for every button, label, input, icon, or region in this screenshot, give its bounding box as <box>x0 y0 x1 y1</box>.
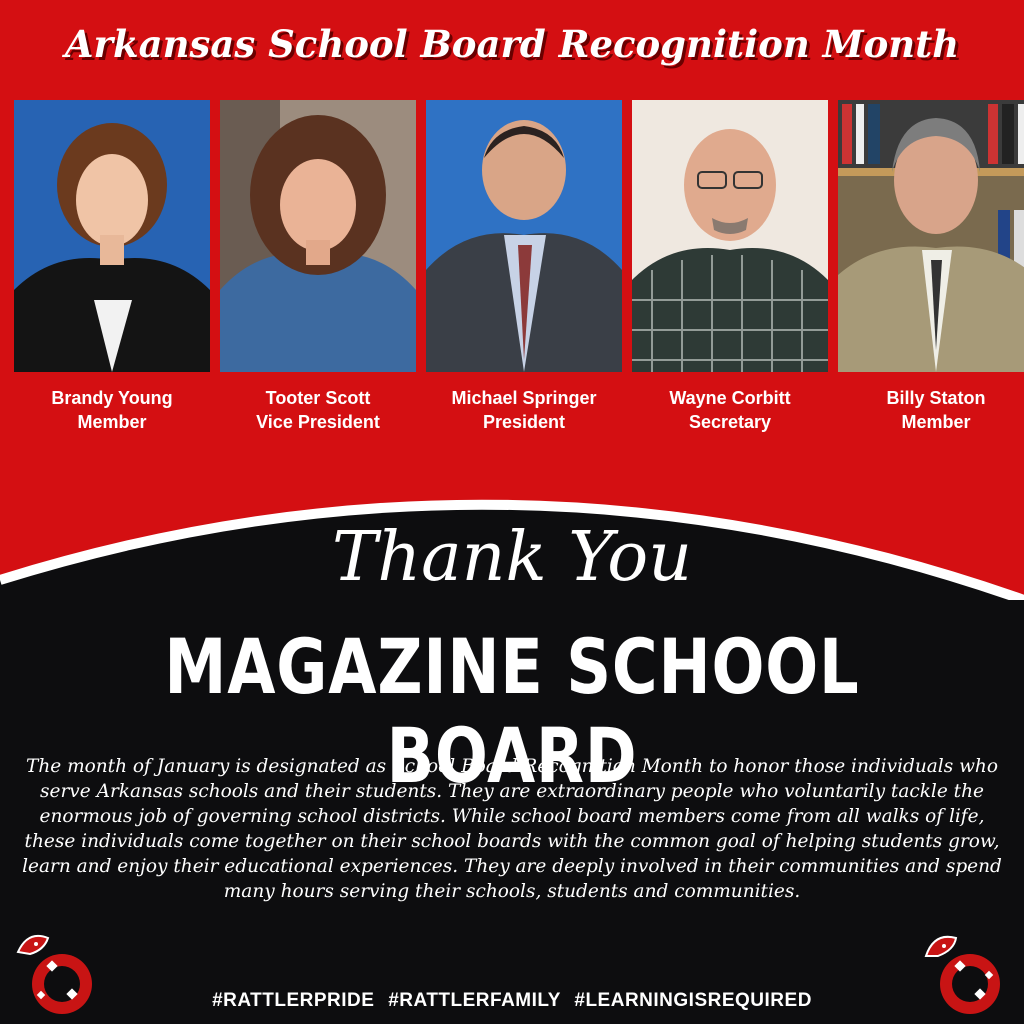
member-name: Wayne Corbitt <box>669 388 791 408</box>
member-photo <box>838 100 1024 372</box>
hashtags: #RATTLERPRIDE #RATTLERFAMILY #LEARNINGISREQUIRED <box>212 990 812 1011</box>
member-name: Billy Staton <box>886 388 986 408</box>
member-photo <box>426 100 622 372</box>
thank-you-heading: Thank You <box>331 518 693 597</box>
member-name: Brandy Young <box>51 388 173 408</box>
member-role: Member <box>901 412 971 432</box>
member-role: Vice President <box>256 412 380 432</box>
member-role: Member <box>77 412 147 432</box>
member-name: Tooter Scott <box>265 388 371 408</box>
member-role: President <box>482 412 566 432</box>
members-row <box>14 100 1014 440</box>
member-photo <box>632 100 828 372</box>
member-name: Michael Springer <box>451 388 597 408</box>
recognition-paragraph: The month of January is designated as School Board Recognition Month to honor those individuals who serve Arkansas schools and their students. They are extraordinary people who voluntarily tackle the enormous job of governing school districts. While school board members come from all walks of life, these individuals come together on their school boards with the common goal of helping students grow, learn and enjoy their educational experiences. They are deeply involved in their communities and spend many hours serving their schools, students and communities. <box>22 756 1002 902</box>
member-photo <box>220 100 416 372</box>
member-role: Secretary <box>688 412 772 432</box>
board-name-heading: MAGAZINE SCHOOL BOARD <box>164 622 860 800</box>
page-title: Arkansas School Board Recognition Month <box>64 22 960 66</box>
member-photo <box>14 100 210 372</box>
